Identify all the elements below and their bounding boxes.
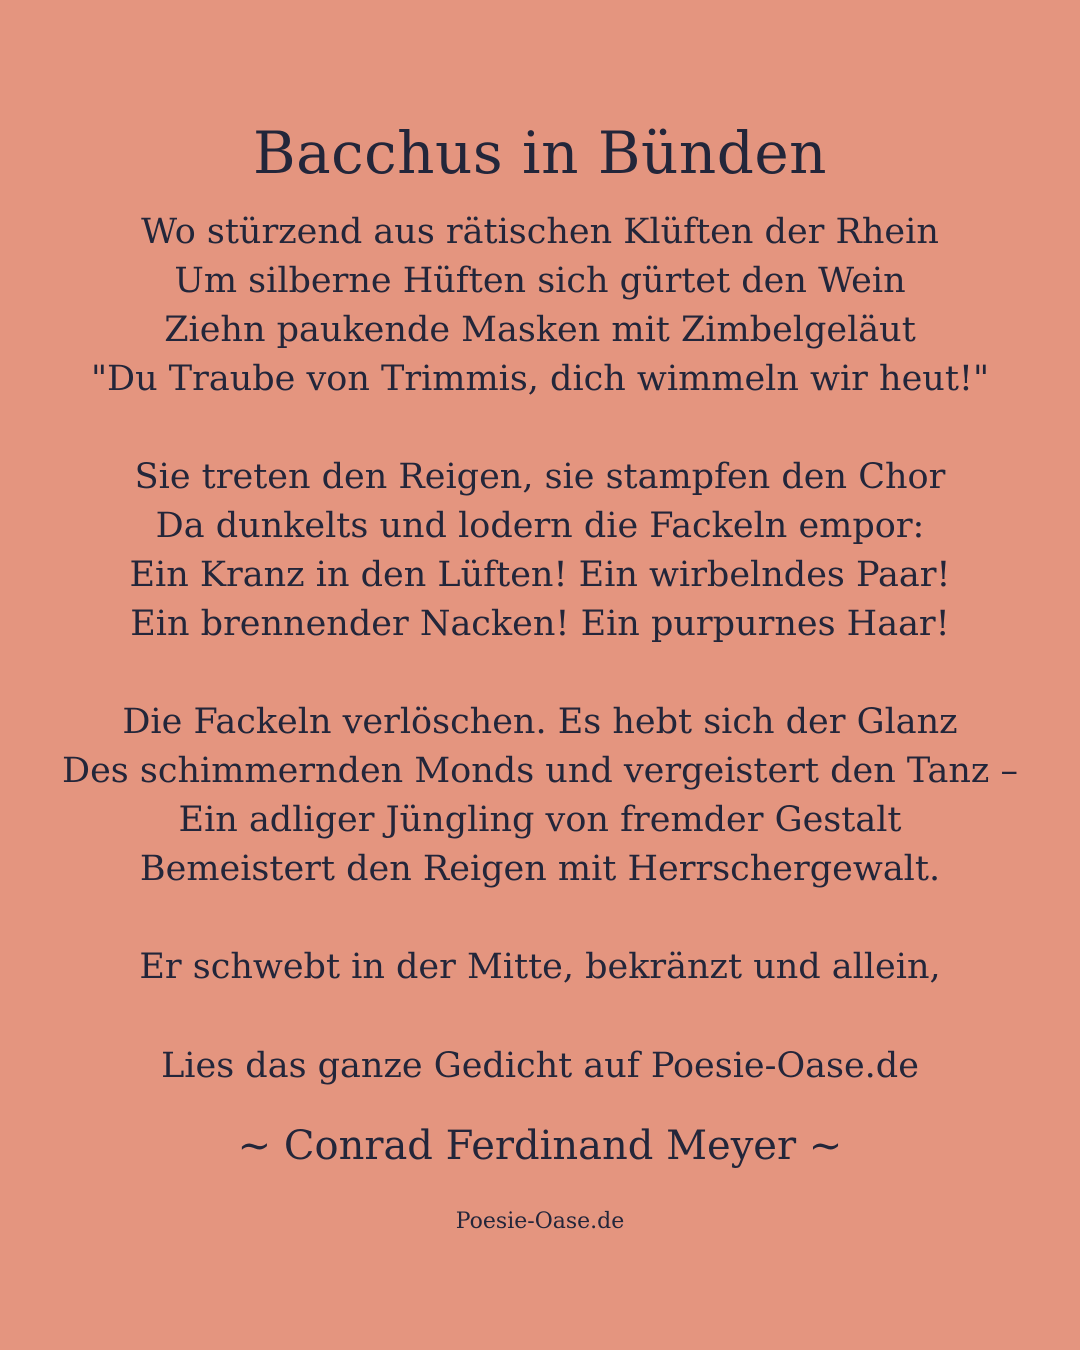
stanza-2 (0, 453, 1080, 649)
poem-line: Die Fackeln verlöschen. Es hebt sich der Glanz (122, 702, 958, 742)
poem-line: Wo stürzend aus rätischen Klüften der Rhein (141, 212, 939, 252)
author-name: ~ Conrad Ferdinand Meyer ~ (237, 1123, 843, 1169)
poem-line: Ein Kranz in den Lüften! Ein wirbelndes Paar! (129, 555, 951, 595)
poem-body (0, 208, 1080, 1041)
poem-line: Um silberne Hüften sich gürtet den Wein (174, 261, 906, 301)
poem-line: Ziehn paukende Masken mit Zimbelgeläut (164, 310, 916, 350)
stanza-3 (0, 698, 1080, 894)
read-more-text: Lies das ganze Gedicht auf Poesie-Oase.de (161, 1046, 919, 1086)
poem-line: Sie treten den Reigen, sie stampfen den Chor (134, 457, 946, 497)
poem-line: Er schwebt in der Mitte, bekränzt und allein, (139, 947, 941, 987)
stanza-1 (0, 208, 1080, 404)
poem-line: Ein brennender Nacken! Ein purpurnes Haar! (130, 604, 950, 644)
site-footer: Poesie-Oase.de (455, 1209, 625, 1234)
poem-line: Da dunkelts und lodern die Fackeln empor: (155, 506, 925, 546)
poem-line: Des schimmernden Monds und vergeistert den Tanz – (62, 751, 1018, 791)
poem-title: Bacchus in Bünden (252, 119, 828, 187)
stanza-4 (0, 943, 1080, 992)
poem-line: "Du Traube von Trimmis, dich wimmeln wir heut!" (90, 359, 990, 399)
poem-line: Bemeistert den Reigen mit Herrschergewalt. (139, 849, 941, 889)
poem-line: Ein adliger Jüngling von fremder Gestalt (178, 800, 902, 840)
